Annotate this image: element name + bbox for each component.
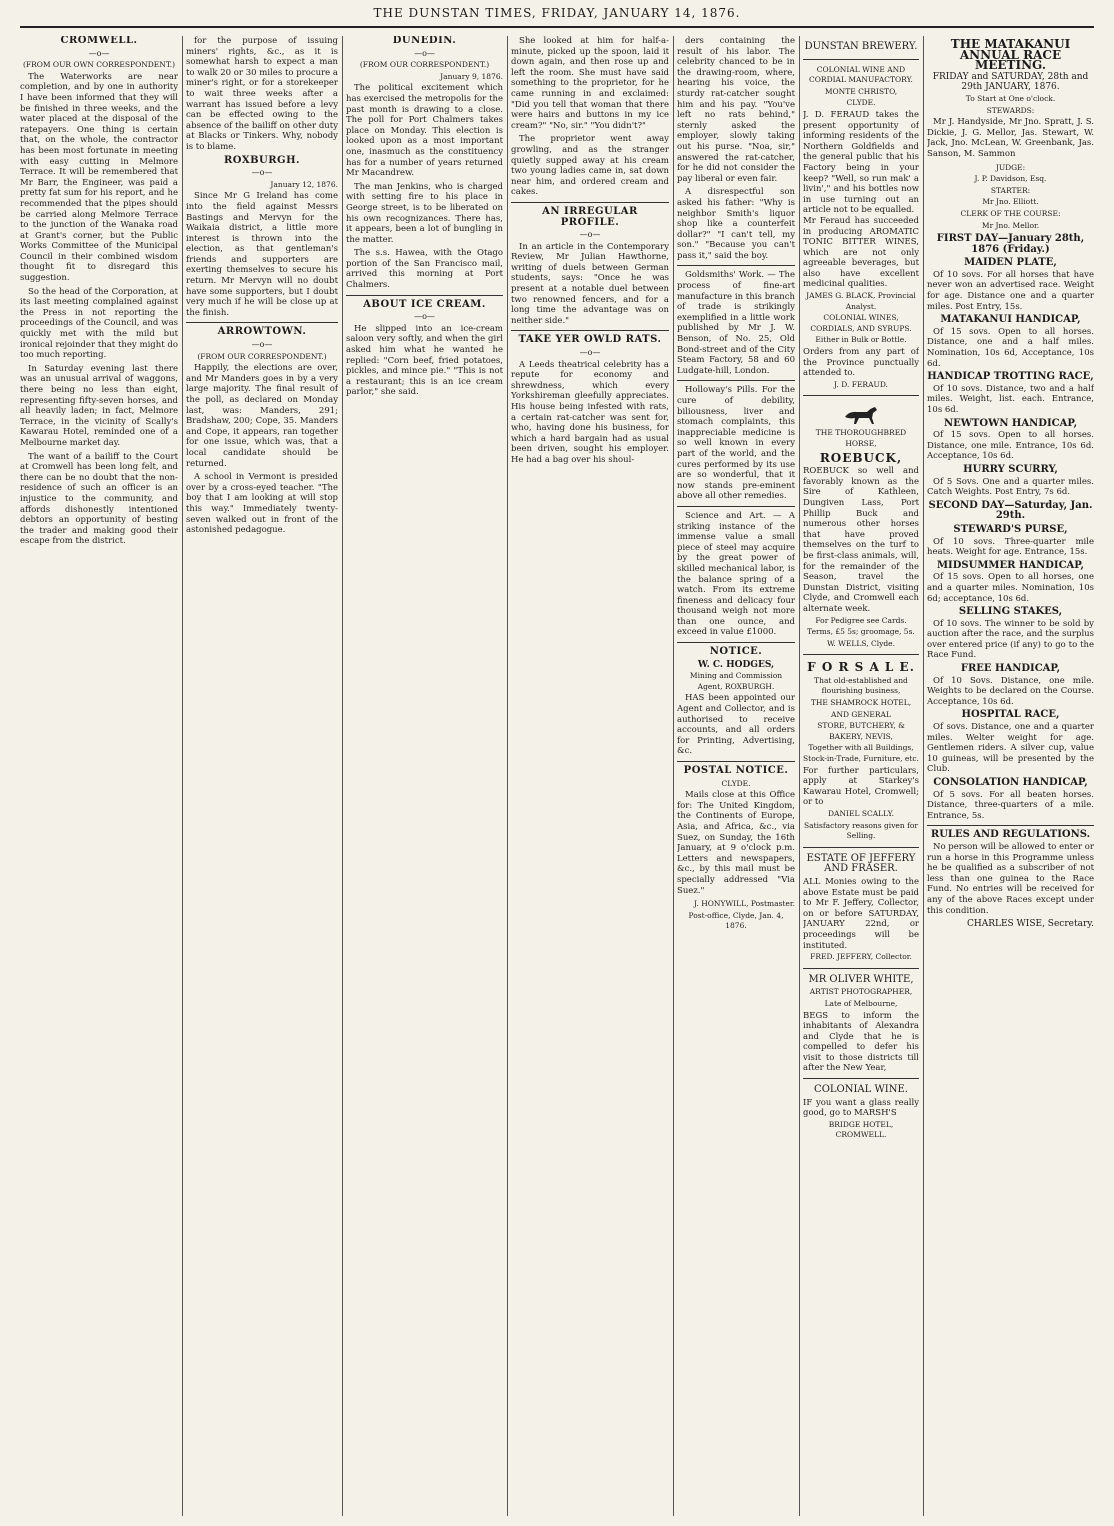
ad-sign: W. WELLS, Clyde. bbox=[827, 638, 895, 648]
race-conditions: Of sovs. Distance, one and a quarter miles. Welter weight for age. Gentlemen riders. A silver cup, value 10 guineas, will be presented by the Club. bbox=[927, 722, 1094, 775]
ad-sign: BRIDGE HOTEL, CROMWELL. bbox=[828, 1119, 894, 1140]
ad-text: Terms, £5 5s; groomage, 5s. bbox=[807, 627, 915, 637]
race-conditions: Of 15 sovs. Open to all horses. Distance, one and a half miles. Nomination, 10s 6d, Acceptance, 10s 6d. bbox=[927, 326, 1094, 369]
column-dunedin bbox=[346, 36, 503, 1516]
race-heading: MIDSUMMER HANDICAP, bbox=[936, 559, 1085, 571]
heading-notice: NOTICE. bbox=[709, 646, 763, 658]
column-race-meeting bbox=[927, 36, 1094, 1516]
clerk: Mr Jno. Mellor. bbox=[981, 220, 1040, 230]
ad-text: BEGS to inform the inhabitants of Alexandra and Clyde that he is compelled to defer his visit to those districts till after the New Year, bbox=[803, 1010, 919, 1074]
race-heading: SELLING STAKES, bbox=[958, 606, 1063, 618]
article-paragraph: He slipped into an ice-cream saloon very softly, and when the girl asked him what he wanted he replied: "Corn beef, fried potatoes, pickles, and mince pie." "This is not a restaurant; this is an ice cream parlor," she said. bbox=[346, 323, 503, 398]
article-paragraph: The proprietor went away growling, and as the stranger quietly supped away at his cream two young ladies came in, sat down near him, and ordered cream and cakes. bbox=[511, 134, 669, 198]
article-paragraph: for the purpose of issuing miners' rights, &c., as it is somewhat harsh to expect a man to walk 20 or 30 miles to procure a miner's right, or for a storekeeper to wait three weeks after a warrant has issued before a levy can be effected owing to the absence of the bailiff on other duty at Blacks or Tinkers. Why, nobody is to blame. bbox=[186, 36, 338, 152]
column-rule bbox=[673, 36, 674, 1516]
column-rule bbox=[799, 36, 800, 1516]
judge: J. P. Davidson, Esq. bbox=[974, 174, 1047, 184]
article-paragraph: She looked at him for half-a-minute, picked up the spoon, laid it down again, and then rose up and left the room. She must have said something to the proprietor, for he came running in and exclaimed: "Did you tell that woman that there were hairs and buttons in my ice cream?" "No, sir." "You didn't?" bbox=[511, 36, 669, 131]
article-paragraph: ders containing the result of his labor. The celebrity chanced to be in the drawing-room, where, hearing his voice, the sturdy rat-catcher sought him and his pay. "You've left no rats behind," sternly asked the employer, slowly taking out his purse. "Noa, sir," answered the rat-catcher, for he did not consider the pay liberal or even fair. bbox=[677, 36, 795, 184]
column-rule bbox=[507, 36, 508, 1516]
divider: —o— bbox=[414, 48, 435, 58]
article-paragraph: Since Mr G Ireland has come into the field against Messrs Bastings and Mervyn for the Waikaia district, a little more interest is thrown into the election, as that gentleman's friends and supporters are exerting themselves to secure his return. Mr Mervyn will no doubt have some supporters, but I doubt very much if he will be close up at the finish. bbox=[186, 191, 338, 318]
ad-text: Either in Bulk or Bottle. bbox=[815, 335, 907, 345]
ad-place: MONTE CHRISTO, bbox=[824, 86, 898, 96]
ad-sign: J. D. FERAUD. bbox=[834, 379, 888, 389]
article-paragraph: The s.s. Hawea, with the Otago portion of the San Francisco mail, arrived this morning at Port Chalmers. bbox=[346, 248, 503, 291]
column-rule bbox=[342, 36, 343, 1516]
ad-title: MR OLIVER WHITE, bbox=[808, 973, 914, 985]
article-paragraph: Goldsmiths' Work. — The process of fine-art manufacture in this branch of trade is strikingly exemplified in a little work published by Mr J. W. Benson, of No. 25, Old Bond-street and of the City Steam Factory, 58 and 60 Ludgate-hill, London. bbox=[677, 270, 795, 376]
dateline: January 9, 1876. bbox=[440, 71, 503, 81]
ad-sign: JAMES G. BLACK, Provincial Analyst. bbox=[806, 291, 916, 311]
divider bbox=[677, 506, 795, 507]
article-paragraph: Happily, the elections are over, and Mr Manders goes in by a very large majority. The final result of the poll, as declared on Monday last, was: Manders, 291; Bradshaw, 200; Cope, 35. Manders and Cope, it appears, ran together for one issue, which was, that a local candidate should be returned. bbox=[186, 363, 338, 469]
heading-dunedin: DUNEDIN. bbox=[392, 36, 457, 46]
race-heading: MAIDEN PLATE, bbox=[964, 257, 1057, 269]
dateline: January 12, 1876. bbox=[270, 179, 338, 189]
rules-text: No person will be allowed to enter or run a horse in this Programme unless he be qualified as a subscriber of not less than one guinea to the Race Fund. No entries will be received for any of the above Races except under this condition. bbox=[927, 841, 1094, 916]
article-paragraph: A disrespectful son asked his father: "Why is neighbor Smith's liquor shop like a counterfeit dollar?" "I can't tell, my son." "Because you can't pass it," said the boy. bbox=[677, 187, 795, 261]
ad-estate bbox=[803, 848, 919, 969]
ad-subtitle: THE THOROUGHBRED HORSE, bbox=[815, 428, 907, 448]
column-rule bbox=[923, 36, 924, 1516]
ad-text: For Pedigree see Cards. bbox=[815, 615, 907, 625]
ad-title: F O R S A L E. bbox=[807, 660, 915, 675]
race-conditions: Of 15 sovs. Open to all horses. Distance, one mile. Entrance, 10s 6d. Acceptance, 10s 6d. bbox=[927, 430, 1094, 462]
byline: (FROM OUR OWN CORRESPONDENT.) bbox=[22, 60, 176, 70]
ad-for-sale bbox=[803, 655, 919, 848]
article-paragraph: In Saturday evening last there was an unusual arrival of waggons, there being no less than eight, representing fifty-seven horses, and all heavily laden; in fact, Melmore Terrace, in the vicinity of Scally's Kawarau Hotel, reminded one of a Melbourne market day. bbox=[20, 363, 178, 448]
race-heading: HANDICAP TROTTING RACE, bbox=[927, 371, 1094, 383]
ad-text: AND GENERAL bbox=[831, 709, 891, 719]
heading-cromwell: CROMWELL. bbox=[60, 36, 138, 46]
ad-title: DUNSTAN BREWERY. bbox=[804, 41, 918, 52]
race-heading: CONSOLATION HANDICAP, bbox=[933, 777, 1088, 788]
divider bbox=[677, 380, 795, 381]
article-paragraph: The Waterworks are near completion, and by one in authority I have been informed that they will be finished in three weeks, and the water placed at the disposal of the ratepayers. One thing is certain that, on the whole, the contractor has been most fortunate in meeting with easy cutting in Melmore Terrace. It will be remembered that Mr Barr, the Engineer, was paid a pretty fat sum for his report, and he recommended that the pipes should be carried along Melmore Terrace to the junction of the Wanaka road at Grant's corner, but the Public Works Committee of the Municipal Council in their combined wisdom thought fit to disregard this suggestion. bbox=[20, 71, 178, 284]
article-paragraph: A Leeds theatrical celebrity has a repute for economy and shrewdness, which every Yorkshireman gleefully appreciates. His house being infested with rats, a certain rat-catcher was sent for, who, having done his business, for which a hard bargain had as usual been driven, sought his employer. He had a bag over his shoul- bbox=[511, 359, 669, 465]
clerk-heading: CLERK OF THE COURSE: bbox=[960, 208, 1061, 218]
postal-date: Post-office, Clyde, Jan. 4, 1876. bbox=[688, 910, 784, 931]
race-dates: FRIDAY and SATURDAY, 28th and 29th JANUARY, 1876. bbox=[932, 71, 1089, 93]
masthead: THE DUNSTAN TIMES, FRIDAY, JANUARY 14, 1876. bbox=[20, 6, 1094, 28]
ad-title: ESTATE OF JEFFERY AND FRASER. bbox=[806, 852, 916, 875]
byline: (FROM OUR CORRESPONDENT.) bbox=[197, 351, 327, 361]
ad-subtitle: STORE, BUTCHERY, & BAKERY, NEVIS, bbox=[817, 721, 905, 741]
ad-text: Satisfactory reasons given for Selling. bbox=[804, 820, 918, 841]
heading-roxburgh: ROXBURGH. bbox=[223, 154, 301, 166]
postal-sign: J. HONYWILL, Postmaster. bbox=[694, 899, 795, 909]
ad-place: CLYDE. bbox=[846, 98, 876, 108]
article-paragraph: The political excitement which has exercised the metropolis for the past month is drawing to a close. The poll for Port Chalmers takes place on Monday. This election is looked upon as a most important one, inasmuch as the constituency has for a number of years returned Mr Macandrew. bbox=[346, 83, 503, 179]
column-advertisements bbox=[803, 36, 919, 1516]
judge-heading: JUDGE: bbox=[995, 162, 1026, 172]
race-heading: MATAKANUI HANDICAP, bbox=[940, 314, 1081, 326]
ad-subtitle: ARTIST PHOTOGRAPHER, bbox=[809, 987, 913, 997]
ad-subtitle: COLONIAL WINES, CORDIALS, AND SYRUPS. bbox=[810, 313, 912, 333]
starter-heading: STARTER: bbox=[990, 185, 1031, 195]
ad-subtitle: COLONIAL WINE AND CORDIAL MANUFACTORY. bbox=[809, 64, 913, 85]
ad-roebuck bbox=[803, 396, 919, 655]
divider bbox=[677, 761, 795, 762]
race-conditions: Of 10 sovs. Distance, two and a half miles. Weight, list. each. Entrance, 10s 6d. bbox=[927, 383, 1094, 415]
secretary-sign: CHARLES WISE, Secretary. bbox=[966, 919, 1094, 930]
starter: Mr Jno. Elliott. bbox=[982, 197, 1039, 207]
column-prose-notices bbox=[677, 36, 795, 1516]
race-heading: HOSPITAL RACE, bbox=[961, 709, 1060, 721]
race-heading: HURRY SCURRY, bbox=[963, 463, 1058, 475]
day-heading: SECOND DAY—Saturday, Jan. 29th. bbox=[928, 499, 1093, 522]
ad-brewery bbox=[803, 36, 919, 60]
ad-title: COLONIAL WINE. bbox=[814, 1084, 908, 1096]
ad-text: Together with all Buildings, Stock-in-Trade, Furniture, etc. bbox=[803, 743, 919, 764]
race-conditions: Of 10 sovs. For all horses that have never won an advertised race. Weight for age. Distance one and a quarter miles. Post Entry, 15s. bbox=[927, 269, 1094, 312]
divider bbox=[511, 330, 669, 331]
stewards-heading: STEWARDS: bbox=[986, 105, 1035, 115]
divider bbox=[511, 202, 669, 203]
ad-text: That old-established and flourishing business, bbox=[814, 675, 908, 696]
postal-place: CLYDE. bbox=[721, 778, 751, 788]
race-conditions: Of 5 sovs. For all beaten horses. Distance, three-quarters of a mile. Entrance, 5s. bbox=[927, 789, 1094, 821]
agent-title: Mining and Commission Agent, ROXBURGH. bbox=[689, 671, 783, 691]
rules-heading: RULES AND REGULATIONS. bbox=[930, 829, 1091, 841]
ad-photographer bbox=[803, 969, 919, 1079]
divider bbox=[677, 642, 795, 643]
divider bbox=[346, 295, 503, 296]
race-heading: FREE HANDICAP, bbox=[960, 663, 1061, 675]
race-conditions: Of 10 Sovs. Distance, one mile. Weights to be declared on the Course. Acceptance, 10s 6d. bbox=[927, 675, 1094, 707]
ad-feraud bbox=[803, 60, 919, 397]
race-conditions: Of 10 sovs. The winner to be sold by auction after the race, and the surplus over entered price (if any) to go to the Race Fund. bbox=[927, 618, 1094, 661]
ad-text: ROEBUCK so well and favorably known as the Sire of Kathleen, Dungiven Lass, Port Phillip Buck and numerous other horses that have proved themselves on the turf to be first-class animals, will, for the remainder of the Season, travel the Dunstan District, visiting Clyde, and Cromwell each alternate week. bbox=[803, 466, 919, 614]
article-paragraph: So the head of the Corporation, at its last meeting complained against the Press in not reporting the proceedings of the Council, and was quickly met with the mild but ironical rejoinder that they might do too much reporting. bbox=[20, 286, 178, 361]
heading-postal: POSTAL NOTICE. bbox=[683, 765, 789, 776]
divider: —o— bbox=[579, 348, 601, 358]
ad-text: IF you want a glass really good, go to MARSH'S bbox=[803, 1097, 919, 1119]
ad-colonial-wine bbox=[803, 1079, 919, 1146]
heading-arrowtown: ARROWTOWN. bbox=[217, 326, 307, 338]
ad-text: ALL Monies owing to the above Estate must be paid to Mr F. Jeffery, Collector, on or before SATURDAY, JANUARY 22nd, or proceedings will be instituted. bbox=[803, 876, 919, 951]
race-conditions: Of 15 sovs. Open to all horses, one and a quarter miles. Nomination, 10s 6d; acceptance, 10s 6d. bbox=[927, 572, 1094, 604]
agent-name: W. C. HODGES, bbox=[697, 659, 775, 670]
race-heading: NEWTOWN HANDICAP, bbox=[943, 417, 1078, 429]
ad-text: Late of Melbourne, bbox=[824, 998, 898, 1008]
day-heading: FIRST DAY—January 28th, 1876 (Friday.) bbox=[936, 233, 1085, 255]
race-conditions: Of 10 sovs. Three-quarter mile heats. Weight for age. Entrance, 15s. bbox=[927, 536, 1094, 558]
divider bbox=[186, 322, 338, 323]
divider: —o— bbox=[579, 230, 601, 240]
heading-irregular-profile: AN IRREGULAR PROFILE. bbox=[542, 205, 638, 228]
heading-rats: TAKE YER OWLD RATS. bbox=[518, 334, 662, 346]
column-cromwell bbox=[20, 36, 178, 1516]
race-conditions: Of 5 Sovs. One and a quarter miles. Catch Weights. Post Entry, 7s 6d. bbox=[927, 476, 1094, 498]
ad-text: Orders from any part of the Province punctually attended to. bbox=[803, 347, 919, 379]
ad-text: J. D. FERAUD takes the present opportunity of informing residents of the Northern Goldfields and the general public that his Factory being in your keep? "Well, so run mak' a livin'," and his bottles now in use turning out an article not to be equalled. bbox=[803, 109, 919, 216]
article-paragraph: A school in Vermont is presided over by a cross-eyed teacher. "The boy that I am looking at will stop this way." Immediately twenty-seven walked out in front of the astonished pedagogue. bbox=[186, 472, 338, 536]
ad-text: For further particulars, apply at Starkey's Kawarau Hotel, Cromwell; or to bbox=[803, 765, 919, 808]
divider: —o— bbox=[414, 312, 435, 322]
stewards-list: Mr J. Handyside, Mr Jno. Spratt, J. S. Dickie, J. G. Mellor, Jas. Stewart, W. Jack, Jno. McLean, W. Greenbank, Jas. Sanson, M. Sammon bbox=[927, 117, 1094, 159]
article-paragraph: Holloway's Pills. For the cure of debility, biliousness, liver and stomach complaints, this inappreciable medicine is so well known in every part of the world, and the cures performed by its use are so wonderful, that it now stands pre-eminent above all other remedies. bbox=[677, 385, 795, 502]
race-title: THE MATAKANUI ANNUAL RACE MEETING. bbox=[950, 37, 1071, 73]
divider: —o— bbox=[251, 168, 273, 178]
article-paragraph: The man Jenkins, who is charged with setting fire to his place in George street, is to be liberated on his own recognizances. There has, it appears, been a lot of bungling in the matter. bbox=[346, 181, 503, 245]
agent-text: HAS been appointed our Agent and Collector, and is authorised to receive accounts, and all orders for Printing, Advertising, &c. bbox=[677, 693, 795, 757]
column-roxburgh-arrowtown bbox=[186, 36, 338, 1516]
column-rule bbox=[182, 36, 183, 1516]
ad-subtitle: THE SHAMROCK HOTEL, bbox=[810, 698, 912, 708]
article-paragraph: The want of a bailiff to the Court at Cromwell has been long felt, and there can be no doubt that the non-residence of such an officer is an injustice to the community, and affords dishonestly intentioned debtors an opportunity of besting the trader and making good their escape from the district. bbox=[20, 451, 178, 547]
ad-text: Mr Feraud has succeeded in producing AROMATIC TONIC BITTER WINES, which are not only agreeable beverages, but also have excellent medicinal qualities. bbox=[803, 215, 919, 290]
column-stories bbox=[511, 36, 669, 1516]
byline: (FROM OUR CORRESPONDENT.) bbox=[359, 60, 490, 70]
postal-text: Mails close at this Office for: The United Kingdom, the Continents of Europe, Asia, and Africa, &c., via Suez, on Sunday, the 16th January, at 9 o'clock p.m. Letters and newspapers, &c., by this mail must be specially addressed "Via Suez." bbox=[677, 790, 795, 896]
article-paragraph: Science and Art. — A striking instance of the immense value a small piece of steel may acquire by the great power of skilled mechanical labor, is the balance spring of a watch. From its extreme fineness and delicacy four thousand weigh not more than one ounce, and exceed in value £1000. bbox=[677, 510, 795, 638]
race-start: To Start at One o'clock. bbox=[965, 93, 1056, 103]
divider bbox=[677, 265, 795, 266]
divider bbox=[927, 825, 1094, 826]
ad-sign: DANIEL SCALLY. bbox=[828, 809, 894, 818]
divider: —o— bbox=[88, 48, 110, 58]
horse-icon bbox=[841, 403, 881, 425]
heading-ice-cream: ABOUT ICE CREAM. bbox=[363, 298, 486, 310]
article-paragraph: In an article in the Contemporary Review, Mr Julian Hawthorne, writing of duels between German students, says: "Once he was present at a notable duel between two renowned fencers, and for a long time the advantage was on neither side." bbox=[511, 241, 669, 326]
ad-sign: FRED. JEFFERY, Collector. bbox=[810, 952, 912, 962]
divider: —o— bbox=[251, 340, 273, 350]
ad-title: ROEBUCK, bbox=[819, 450, 903, 465]
race-heading: STEWARD'S PURSE, bbox=[953, 523, 1068, 535]
